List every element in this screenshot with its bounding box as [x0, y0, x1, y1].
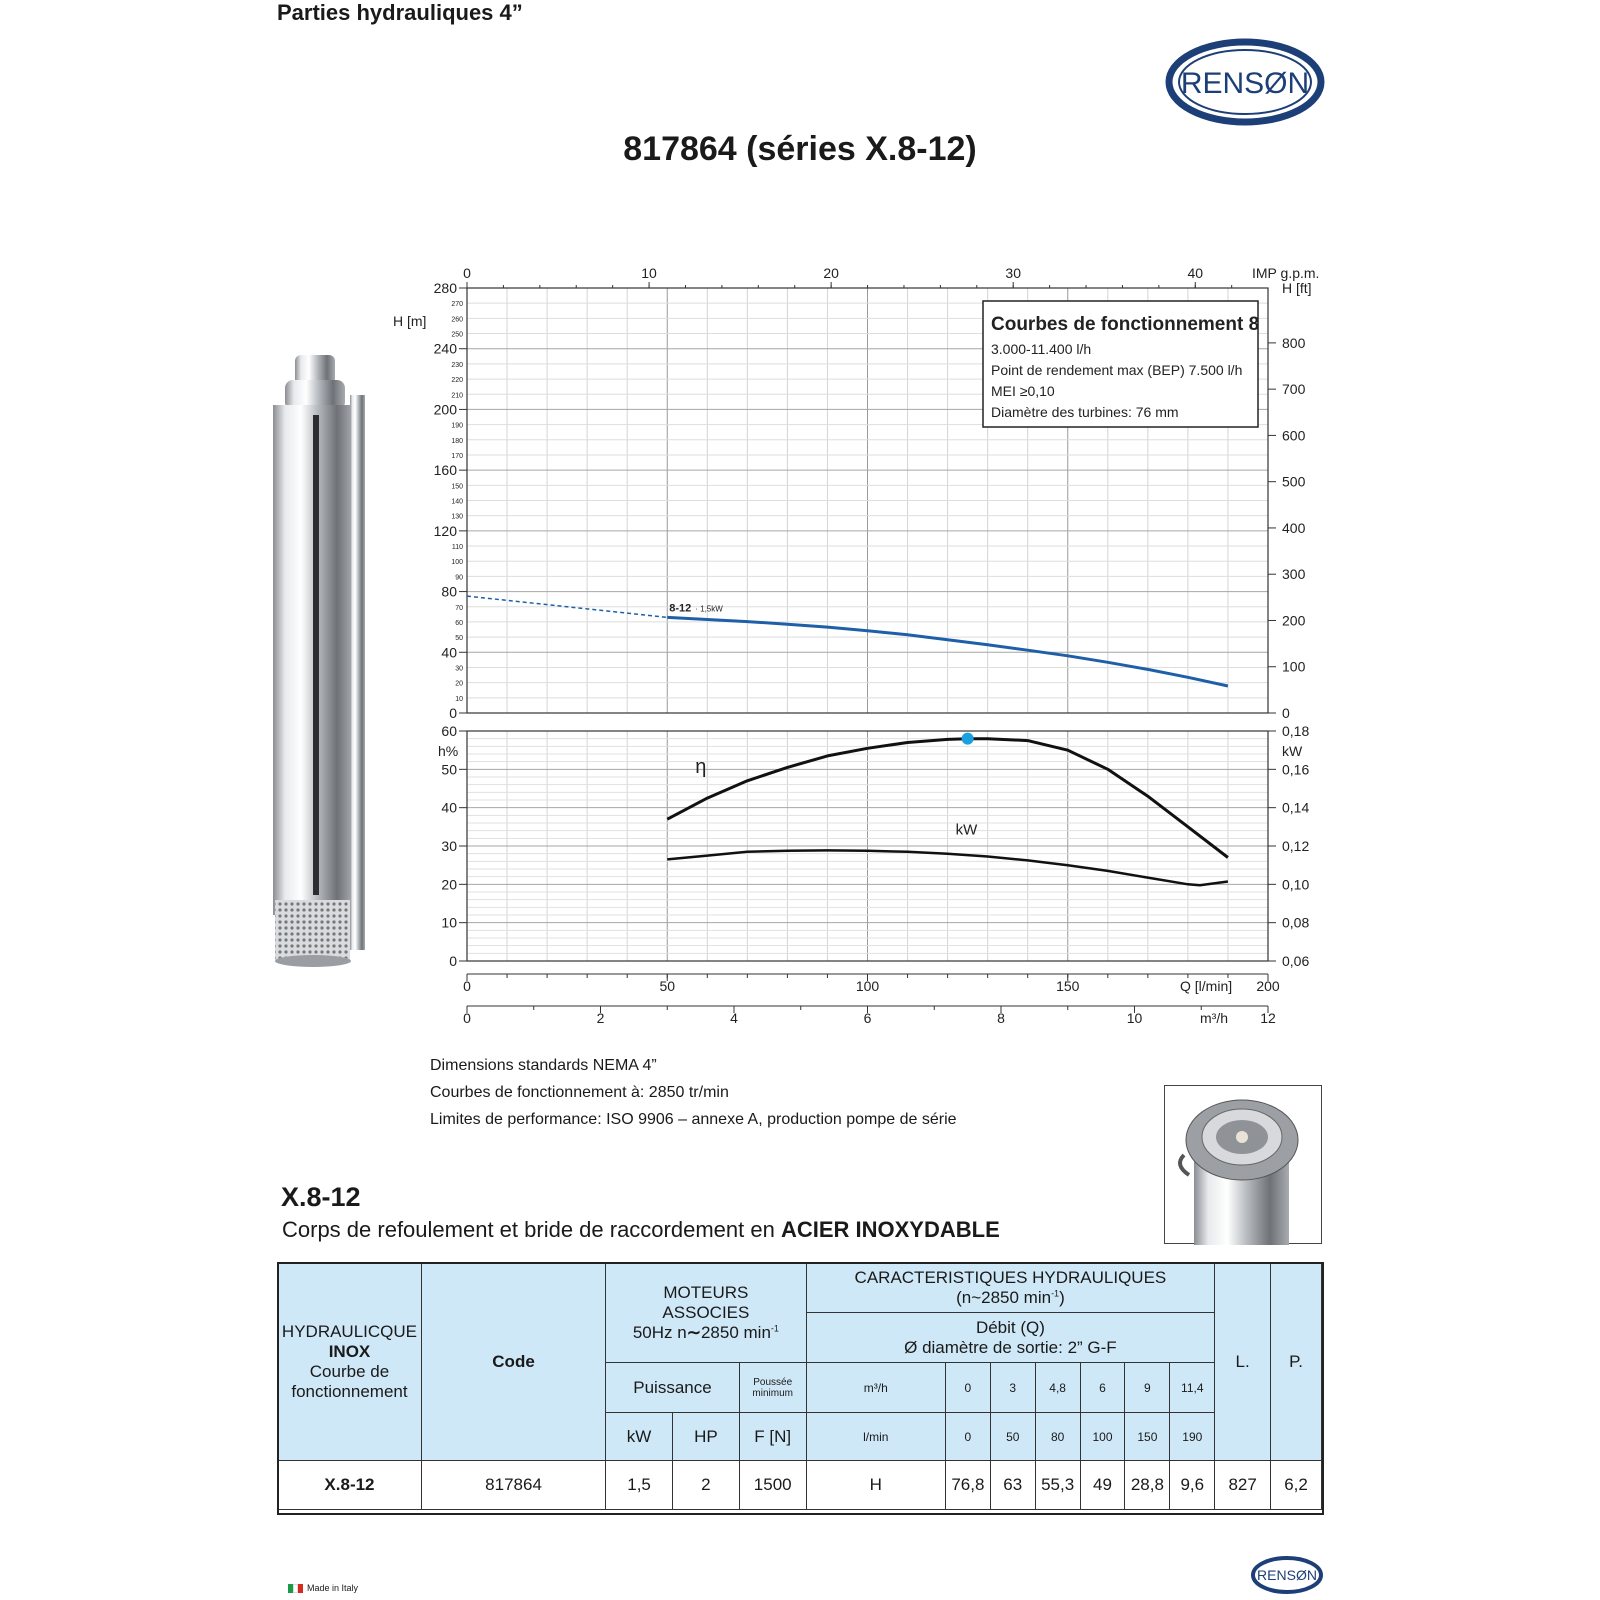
left-axis-label: 240 — [433, 340, 457, 357]
italy-flag-icon — [288, 1584, 303, 1593]
eff-axis-title: h% — [438, 743, 459, 759]
motors-label-3: 50Hz n∼2850 $\min^{-1}$ — [632, 1322, 779, 1342]
table-row — [278, 1461, 1322, 1510]
col-hydraulic — [278, 1263, 422, 1461]
right-axis-label: 500 — [1282, 473, 1306, 490]
top-axis-label: 30 — [1005, 265, 1021, 281]
left-axis-title: H [m] — [393, 313, 427, 329]
m3h-axis-label: 0 — [463, 1010, 471, 1026]
m3h-axis-label: 2 — [596, 1010, 605, 1026]
kw-axis-label: 0,14 — [1282, 799, 1310, 816]
right-axis-label: 100 — [1282, 658, 1306, 675]
unit-kw: kW — [606, 1413, 673, 1461]
cell-h: H — [806, 1461, 945, 1510]
m3h-value: 9 — [1125, 1363, 1170, 1413]
left-axis-label: 160 — [433, 462, 457, 479]
m3h-label: m³/h — [806, 1363, 945, 1413]
power-label: kW — [955, 821, 978, 839]
col-power: Puissance — [606, 1363, 740, 1413]
left-axis-minor-label: 270 — [451, 301, 463, 309]
series-label: 8-12 — [669, 602, 692, 615]
left-axis-label: 120 — [433, 522, 457, 539]
lmin-value: 150 — [1125, 1413, 1170, 1461]
footer-brand-text: RENSØN — [1257, 1567, 1317, 1583]
col-motors — [606, 1263, 806, 1363]
model-title: X.8-12 — [281, 1182, 361, 1212]
made-in-italy — [288, 1583, 358, 1593]
kw-axis-label: 0,06 — [1282, 953, 1310, 969]
top-axis-label: 10 — [641, 265, 657, 281]
hydraulic-label-2: INOX — [328, 1341, 371, 1361]
kw-axis-label: 0,16 — [1282, 761, 1310, 778]
cell-head: 49 — [1080, 1461, 1125, 1510]
left-axis-minor-label: 10 — [455, 695, 463, 703]
eff-axis-label: 60 — [441, 723, 457, 739]
legend-line: Point de rendement max (BEP) 7.500 l/h — [991, 362, 1243, 378]
top-axis-title: IMP g.p.m. — [1252, 265, 1320, 281]
col-length: L. — [1215, 1263, 1271, 1461]
left-axis-minor-label: 190 — [451, 422, 463, 430]
bottom-axis-label: 0 — [463, 978, 471, 994]
right-axis-label: 800 — [1282, 334, 1306, 351]
left-axis-label: 0 — [449, 705, 457, 721]
left-axis-minor-label: 110 — [451, 544, 463, 552]
unit-hp: HP — [672, 1413, 739, 1461]
cell-model: X.8-12 — [278, 1461, 422, 1510]
right-axis-label: 200 — [1282, 612, 1306, 629]
hydraulic-label-4: fonctionnement — [291, 1381, 408, 1401]
bottom-axis-title: Q [l/min] — [1180, 978, 1233, 994]
left-axis-minor-label: 150 — [451, 483, 463, 491]
m3h-value: 0 — [945, 1363, 990, 1413]
debit-label-2: Ø diamètre de sortie: 2” G-F — [904, 1337, 1117, 1357]
left-axis-minor-label: 50 — [455, 635, 463, 643]
top-axis-label: 20 — [823, 265, 839, 281]
motors-label-1: MOTEURS — [663, 1282, 749, 1302]
char-label-2: (n~2850 $\min^{-1}$) — [956, 1287, 1065, 1307]
eff-axis-label: 20 — [441, 876, 457, 893]
m3h-axis-label: 10 — [1126, 1010, 1143, 1026]
cell-hp: 2 — [672, 1461, 739, 1510]
cell-fn: 1500 — [739, 1461, 806, 1510]
right-axis-label: 700 — [1282, 381, 1306, 398]
col-weight: P. — [1271, 1263, 1322, 1461]
cell-head: 76,8 — [945, 1461, 990, 1510]
left-axis-minor-label: 220 — [451, 377, 463, 385]
section-title: Parties hydrauliques 4” — [277, 0, 523, 25]
series-sub-label: · 1,5kW — [695, 604, 723, 614]
left-axis-minor-label: 30 — [455, 665, 463, 673]
left-axis-minor-label: 140 — [451, 498, 463, 506]
m3h-value: 11,4 — [1170, 1363, 1215, 1413]
kw-axis-label: 0,18 — [1282, 723, 1310, 739]
m3h-axis-title: m³/h — [1200, 1010, 1228, 1026]
spec-table — [277, 1262, 1322, 1510]
kw-axis-title: kW — [1282, 743, 1303, 759]
right-axis-label: 600 — [1282, 427, 1306, 444]
note-line: Dimensions standards NEMA 4” — [430, 1057, 657, 1074]
right-axis-label: 0 — [1282, 705, 1290, 721]
legend-line: Diamètre des turbines: 76 mm — [991, 404, 1179, 420]
notes — [430, 1052, 957, 1133]
col-code: Code — [421, 1263, 605, 1461]
left-axis-minor-label: 60 — [455, 619, 463, 627]
hydraulic-label-3: Courbe de — [309, 1361, 390, 1381]
page-title: 817864 (séries X.8-12) — [623, 130, 977, 168]
left-axis-minor-label: 180 — [451, 437, 463, 445]
hydraulic-label-1: HYDRAULICQUE — [281, 1321, 418, 1341]
col-thrust: Poussée minimum — [739, 1363, 806, 1413]
m3h-axis-label: 12 — [1260, 1010, 1276, 1026]
cell-code: 817864 — [421, 1461, 605, 1510]
m3h-value: 3 — [990, 1363, 1035, 1413]
bottom-axis-label: 100 — [855, 978, 880, 994]
eff-axis-label: 10 — [441, 914, 457, 931]
cell-length: 827 — [1215, 1461, 1271, 1510]
lmin-value: 100 — [1080, 1413, 1125, 1461]
left-axis-label: 40 — [441, 644, 457, 661]
cell-head: 9,6 — [1170, 1461, 1215, 1510]
right-axis-title: H [ft] — [1282, 280, 1312, 296]
right-axis-label: 300 — [1282, 566, 1306, 583]
chart-layer — [393, 265, 1319, 1026]
eff-axis-label: 0 — [449, 953, 457, 969]
left-axis-minor-label: 170 — [451, 452, 463, 460]
m3h-value: 4,8 — [1035, 1363, 1080, 1413]
left-axis-minor-label: 90 — [455, 574, 463, 582]
bottom-axis-label: 50 — [659, 978, 676, 994]
left-axis-minor-label: 260 — [451, 316, 463, 324]
left-axis-label: 200 — [433, 401, 457, 418]
model-desc-material: ACIER INOXYDABLE — [780, 1217, 1000, 1242]
renson-footer-logo — [1250, 1555, 1324, 1595]
left-axis-label: 280 — [433, 280, 457, 296]
cell-weight: 6,2 — [1271, 1461, 1322, 1510]
unit-fn: F [N] — [739, 1413, 806, 1461]
brand-text: RENSØN — [1180, 67, 1310, 100]
left-axis-minor-label: 100 — [451, 559, 463, 567]
cell-kw: 1,5 — [606, 1461, 673, 1510]
lmin-value: 80 — [1035, 1413, 1080, 1461]
bottom-axis-label: 200 — [1256, 978, 1280, 994]
kw-axis-label: 0,12 — [1282, 838, 1310, 854]
m3h-axis-label: 4 — [730, 1010, 738, 1026]
left-axis-minor-label: 230 — [451, 361, 463, 369]
m3h-axis-label: 8 — [997, 1010, 1005, 1026]
model-desc-prefix: Corps de refoulement et bride de raccordement en — [282, 1217, 781, 1242]
top-axis-label: 0 — [463, 265, 471, 281]
kw-axis-label: 0,08 — [1282, 914, 1310, 931]
left-axis-minor-label: 250 — [451, 331, 463, 339]
eff-axis-label: 50 — [441, 761, 457, 778]
kw-axis-label: 0,10 — [1282, 876, 1310, 893]
left-axis-minor-label: 130 — [451, 513, 463, 521]
m3h-value: 6 — [1080, 1363, 1125, 1413]
eff-axis-label: 30 — [441, 838, 457, 854]
motors-label-2: ASSOCIES — [662, 1302, 750, 1322]
eff-axis-label: 40 — [441, 799, 457, 816]
left-axis-label: 80 — [441, 583, 457, 600]
left-axis-minor-label: 70 — [455, 604, 463, 612]
note-line: Limites de performance: ISO 9906 – annexe A, production pompe de série — [430, 1111, 957, 1128]
bep-marker — [962, 733, 974, 745]
bottom-axis-label: 150 — [1056, 978, 1080, 994]
cell-head: 28,8 — [1125, 1461, 1170, 1510]
efficiency-label: η — [695, 756, 707, 779]
lmin-value: 190 — [1170, 1413, 1215, 1461]
left-axis-minor-label: 210 — [451, 392, 463, 400]
left-axis-minor-label: 20 — [455, 680, 463, 688]
lmin-label: l/min — [806, 1413, 945, 1461]
model-description — [282, 1217, 1000, 1243]
legend-title: Courbes de fonctionnement 8 — [991, 314, 1260, 335]
debit-label-1: Débit (Q) — [975, 1317, 1045, 1337]
cell-head: 63 — [990, 1461, 1035, 1510]
top-axis-label: 40 — [1187, 265, 1204, 281]
note-line: Courbes de fonctionnement à: 2850 tr/min — [430, 1084, 729, 1101]
char-label-1: CARACTERISTIQUES HYDRAULIQUES — [854, 1267, 1167, 1287]
col-characteristics — [806, 1263, 1215, 1313]
made-label: Made in Italy — [307, 1583, 359, 1593]
legend-line: MEI ≥0,10 — [991, 383, 1055, 399]
m3h-axis-label: 6 — [863, 1010, 872, 1026]
right-axis-label: 400 — [1282, 519, 1306, 536]
lmin-value: 50 — [990, 1413, 1035, 1461]
cell-head: 55,3 — [1035, 1461, 1080, 1510]
legend-line: 3.000-11.400 l/h — [991, 341, 1092, 357]
lmin-value: 0 — [945, 1413, 990, 1461]
outlet-photo — [1164, 1085, 1322, 1245]
col-debit — [806, 1313, 1215, 1363]
